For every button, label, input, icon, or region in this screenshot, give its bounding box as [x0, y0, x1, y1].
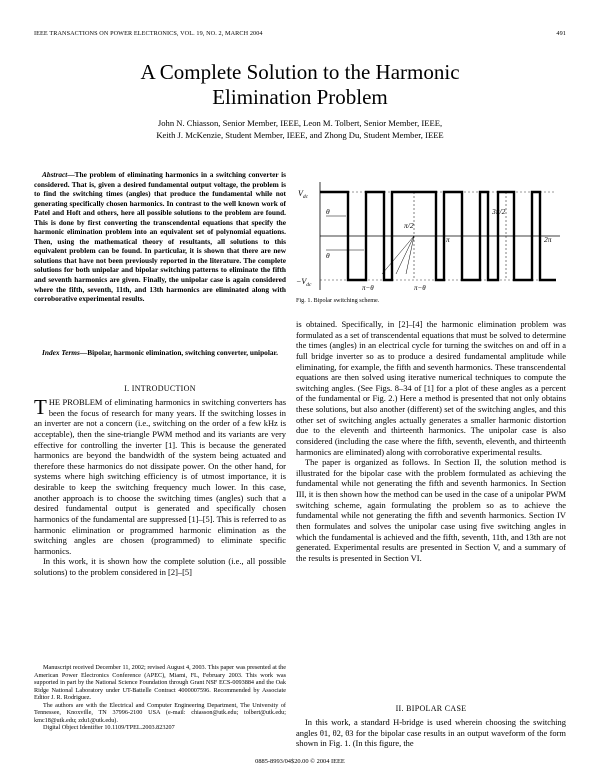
page-number: 491 — [556, 30, 566, 37]
authors — [60, 117, 540, 141]
col2-paragraph-1: is obtained. Specifically, in [2]–[4] the harmonic elimination problem was formulated as a set of transcendental equations that must be solved to determine the times (angles) in an electrical cycle for turning the switches on and off in a full bridge inverter so as to produce a desired fundamental amplitude while eliminating, for example, the fifth and seventh harmonics. These transcendental equations are then solved using iterative numerical techniques to compute the switching angles. (See Figs. 8–34 of [1] for a plot of these angles as a percent of the fundamental or Fig. 2.) Here a method is presented that not only obtains these solutions, but also another (different) set of the switching angles, and this other set of switching angles actually generates a smaller harmonic distortion due to the eleventh and thirteenth harmonics. The unipolar case is also considered (including the case where the fifth, seventh, eleventh, and thirteenth harmonics are eliminated) along with corroborative experimental results. — [296, 319, 566, 457]
dimension-line-3 — [406, 236, 414, 274]
authors-line-1: John N. Chiasson, Senior Member, IEEE, Leon M. Tolbert, Senior Member, IEEE, — [157, 118, 443, 128]
bottom-dimension-label: π−θ — [362, 284, 374, 292]
col2-paragraph-2: The paper is organized as follows. In Section II, the solution method is illustrated for the bipolar case with the problem formulated as achieving the fundamental while not generating the fifth and seventh harmonics. In Section III, it is then shown how the method can be used in the case of a unipolar PWM switching scheme, again formulating the problem so as to achieve the fundamental while not generating the fifth and seventh harmonics. Section IV then formulates and solves the unipolar case using five switching angles in which the fundamental is achieved and the fifth, seventh, 11th, and 13th are not generated. Experimental results are presented in Section V, and a summary of the results is presented in Section VI. — [296, 457, 566, 563]
pi-label: π — [446, 235, 450, 244]
dimension-line-2 — [396, 236, 414, 274]
section-2-heading: II. BIPOLAR CASE — [395, 704, 467, 713]
two-pi-label: 2π — [544, 235, 552, 244]
footnote-affiliation: The authors are with the Electrical and Computer Engineering Department, The University of Tennessee, Knoxville, TN 37996-2100 USA (e-mail: chiasson@utk.edu; tolbert@utk.edu; kmc18@utk.edu; zdu1@utk.edu). — [34, 701, 286, 724]
dimension-line-1 — [382, 236, 414, 274]
paper-title — [0, 60, 600, 110]
index-terms — [34, 348, 286, 358]
footnote-doi: Digital Object Identifier 10.1109/TPEL.2003.823207 — [43, 724, 175, 732]
theta2-label: θ — [326, 251, 330, 260]
three-pi-half-label: 3π/2 — [492, 207, 506, 216]
title-line-2: Elimination Problem — [212, 85, 388, 109]
pi-half-label: π/2 — [404, 221, 414, 230]
index-terms-text: —Bipolar, harmonic elimination, switching converter, unipolar. — [79, 348, 278, 357]
pi-minus-theta-label: π−θ — [414, 284, 426, 292]
abstract-label: Abstract — [42, 170, 68, 179]
drop-cap: T — [34, 395, 47, 419]
theta1-label: θ — [326, 207, 330, 216]
authors-line-2: Keith J. McKenzie, Student Member, IEEE, and Zhong Du, Student Member, IEEE — [156, 130, 444, 140]
section-1-body — [34, 397, 286, 578]
vdc-label: $V_{dc}$ — [298, 189, 309, 200]
figure-1-bipolar-waveform — [296, 178, 566, 296]
intro-paragraph-2: In this work, it is shown how the complete solution (i.e., all possible solutions) to the problem considered in [2]–[5] — [34, 556, 286, 577]
section-1-heading: I. INTRODUCTION — [124, 384, 196, 393]
section-2-body — [296, 717, 566, 749]
footnotes — [34, 664, 286, 732]
bipolar-paragraph-1: In this work, a standard H-bridge is used wherein choosing the switching angles θ1, θ2, θ3 for the bipolar case results in an output waveform of the form shown in Fig. 1. (In this figure, the — [296, 717, 566, 749]
index-terms-label: Index Terms — [42, 348, 80, 357]
running-header: IEEE TRANSACTIONS ON POWER ELECTRONICS, VOL. 19, NO. 2, MARCH 2004 — [34, 30, 263, 37]
abstract-text: —The problem of eliminating harmonics in a switching converter is considered. That is, given a desired fundamental output voltage, the problem is to find the switching times (angles) that produce the fundamental while not generating specifically chosen harmonics. In contrast to the well known work of Patel and Hoft and others, here all possible solutions to the problem are found. This is done by first converting the transcendental equations that specify the harmonic elimination problem into an equivalent set of polynomial equations. Then, using the mathematical theory of resultants, all solutions to this equivalent problem can be found. In particular, it is shown that there are new solutions that have not been previously reported in the literature. The complete solutions for both unipolar and bipolar switching patterns to eliminate the fifth and seventh harmonics are given. Finally, the unipolar case is again considered where the fifth, seventh, 11th, and 13th harmonics are eliminated along with corroborative experimental results. — [34, 170, 286, 304]
intro-paragraph-1: HE PROBLEM of eliminating harmonics in switching converters has been the focus of research for many years. If the switching losses in an inverter are not a concern (i.e., switching on the order of a few kHz is acceptable), then the sine-triangle PWM method and its variants are very effective for controlling the inverter [1]. This is because the generated harmonics are beyond the bandwidth of the system being actuated and therefore these harmonics do not dissipate power. On the other hand, for systems where high switching efficiency is of utmost importance, it is desirable to keep the switching frequency much lower. In this case, another approach is to choose the switching times (angles) such that a desired fundamental output is generated and specifically chosen harmonics of the fundamental are suppressed [1]–[5]. This is referred to as harmonic elimination or programmed harmonic elimination as the switching angles are chosen (programmed) to eliminate specific harmonics. — [34, 397, 286, 556]
abstract — [34, 170, 286, 304]
footnote-manuscript: Manuscript received December 11, 2002; revised August 4, 2003. This paper was presented at the American Power Electronics Conference (APEC), Miami, FL, February 2003. This work was supported in part by the National Science Foundation through Grant NSF ECS-0093884 and the Oak Ridge National Laboratory under UT-Battelle Contract 4000007596. Recommended by Associate Editor J. R. Rodriguez. — [34, 664, 286, 702]
title-line-1: A Complete Solution to the Harmonic — [140, 60, 460, 84]
neg-vdc-label: $-V_{dc}$ — [296, 277, 312, 288]
figure-1-caption: Fig. 1. Bipolar switching scheme. — [296, 297, 380, 304]
copyright-footer: 0885-8993/04$20.00 © 2004 IEEE — [255, 758, 345, 765]
column-2-body — [296, 319, 566, 563]
